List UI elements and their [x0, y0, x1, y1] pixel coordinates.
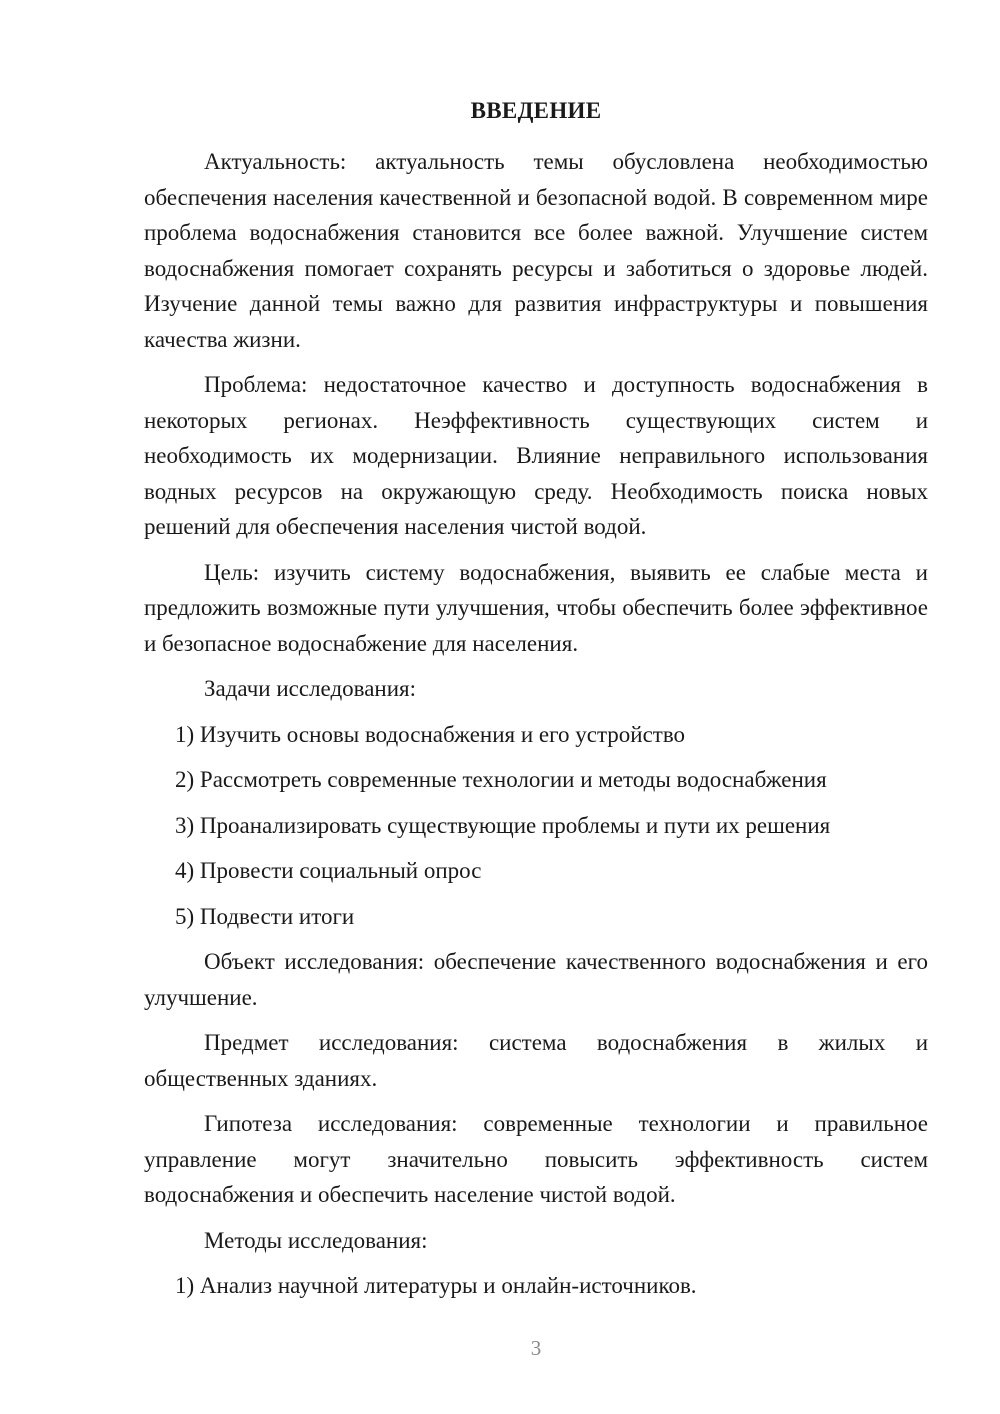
tasks-heading: Задачи исследования: [204, 676, 417, 701]
list-item: 3) Проанализировать существующие проблемы и пути их решения [175, 812, 831, 838]
page-number: 3 [530, 1336, 542, 1360]
methods-list [144, 1268, 928, 1304]
relevance-paragraph: Актуальность: актуальность темы обусловлена необходимостью обеспечения населения качественной и безопасной водой. В современном мире проблема водоснабжения становится все более важной. Улучшение систем водоснабжения помогает сохранять ресурсы и заботиться о здоровье людей. Изучение данной темы важно для развития инфраструктуры и повышения качества жизни. [144, 149, 928, 352]
list-item: 1) Анализ научной литературы и онлайн-источников. [175, 1273, 697, 1298]
list-item: 4) Провести социальный опрос [175, 858, 482, 883]
object-paragraph: Объект исследования: обеспечение качественного водоснабжения и его улучшение. [144, 949, 928, 1010]
body-text [144, 144, 928, 1314]
methods-heading: Методы исследования: [204, 1227, 428, 1253]
tasks-list [144, 717, 928, 935]
problem-paragraph: Проблема: недостаточное качество и доступность водоснабжения в некоторых регионах. Неэффективность существующих систем и необходимость их модернизации. Влияние неправильного использования водных ресурсов на окружающую среду. Необходимость поиска новых решений для обеспечения населения чистой водой. [144, 372, 928, 539]
list-item: 1) Изучить основы водоснабжения и его устройство [175, 721, 686, 747]
list-item: 2) Рассмотреть современные технологии и методы водоснабжения [175, 767, 827, 792]
subject-paragraph: Предмет исследования: система водоснабжения в жилых и общественных зданиях. [144, 1030, 928, 1091]
goal-paragraph: Цель: изучить систему водоснабжения, выявить ее слабые места и предложить возможные пути улучшения, чтобы обеспечить более эффективное и безопасное водоснабжение для населения. [144, 559, 928, 656]
list-item: 5) Подвести итоги [175, 903, 355, 929]
hypothesis-paragraph: Гипотеза исследования: современные технологии и правильное управление могут значительно повысить эффективность систем водоснабжения и обеспечить население чистой водой. [144, 1111, 928, 1207]
page-title: ВВЕДЕНИЕ [470, 98, 602, 123]
